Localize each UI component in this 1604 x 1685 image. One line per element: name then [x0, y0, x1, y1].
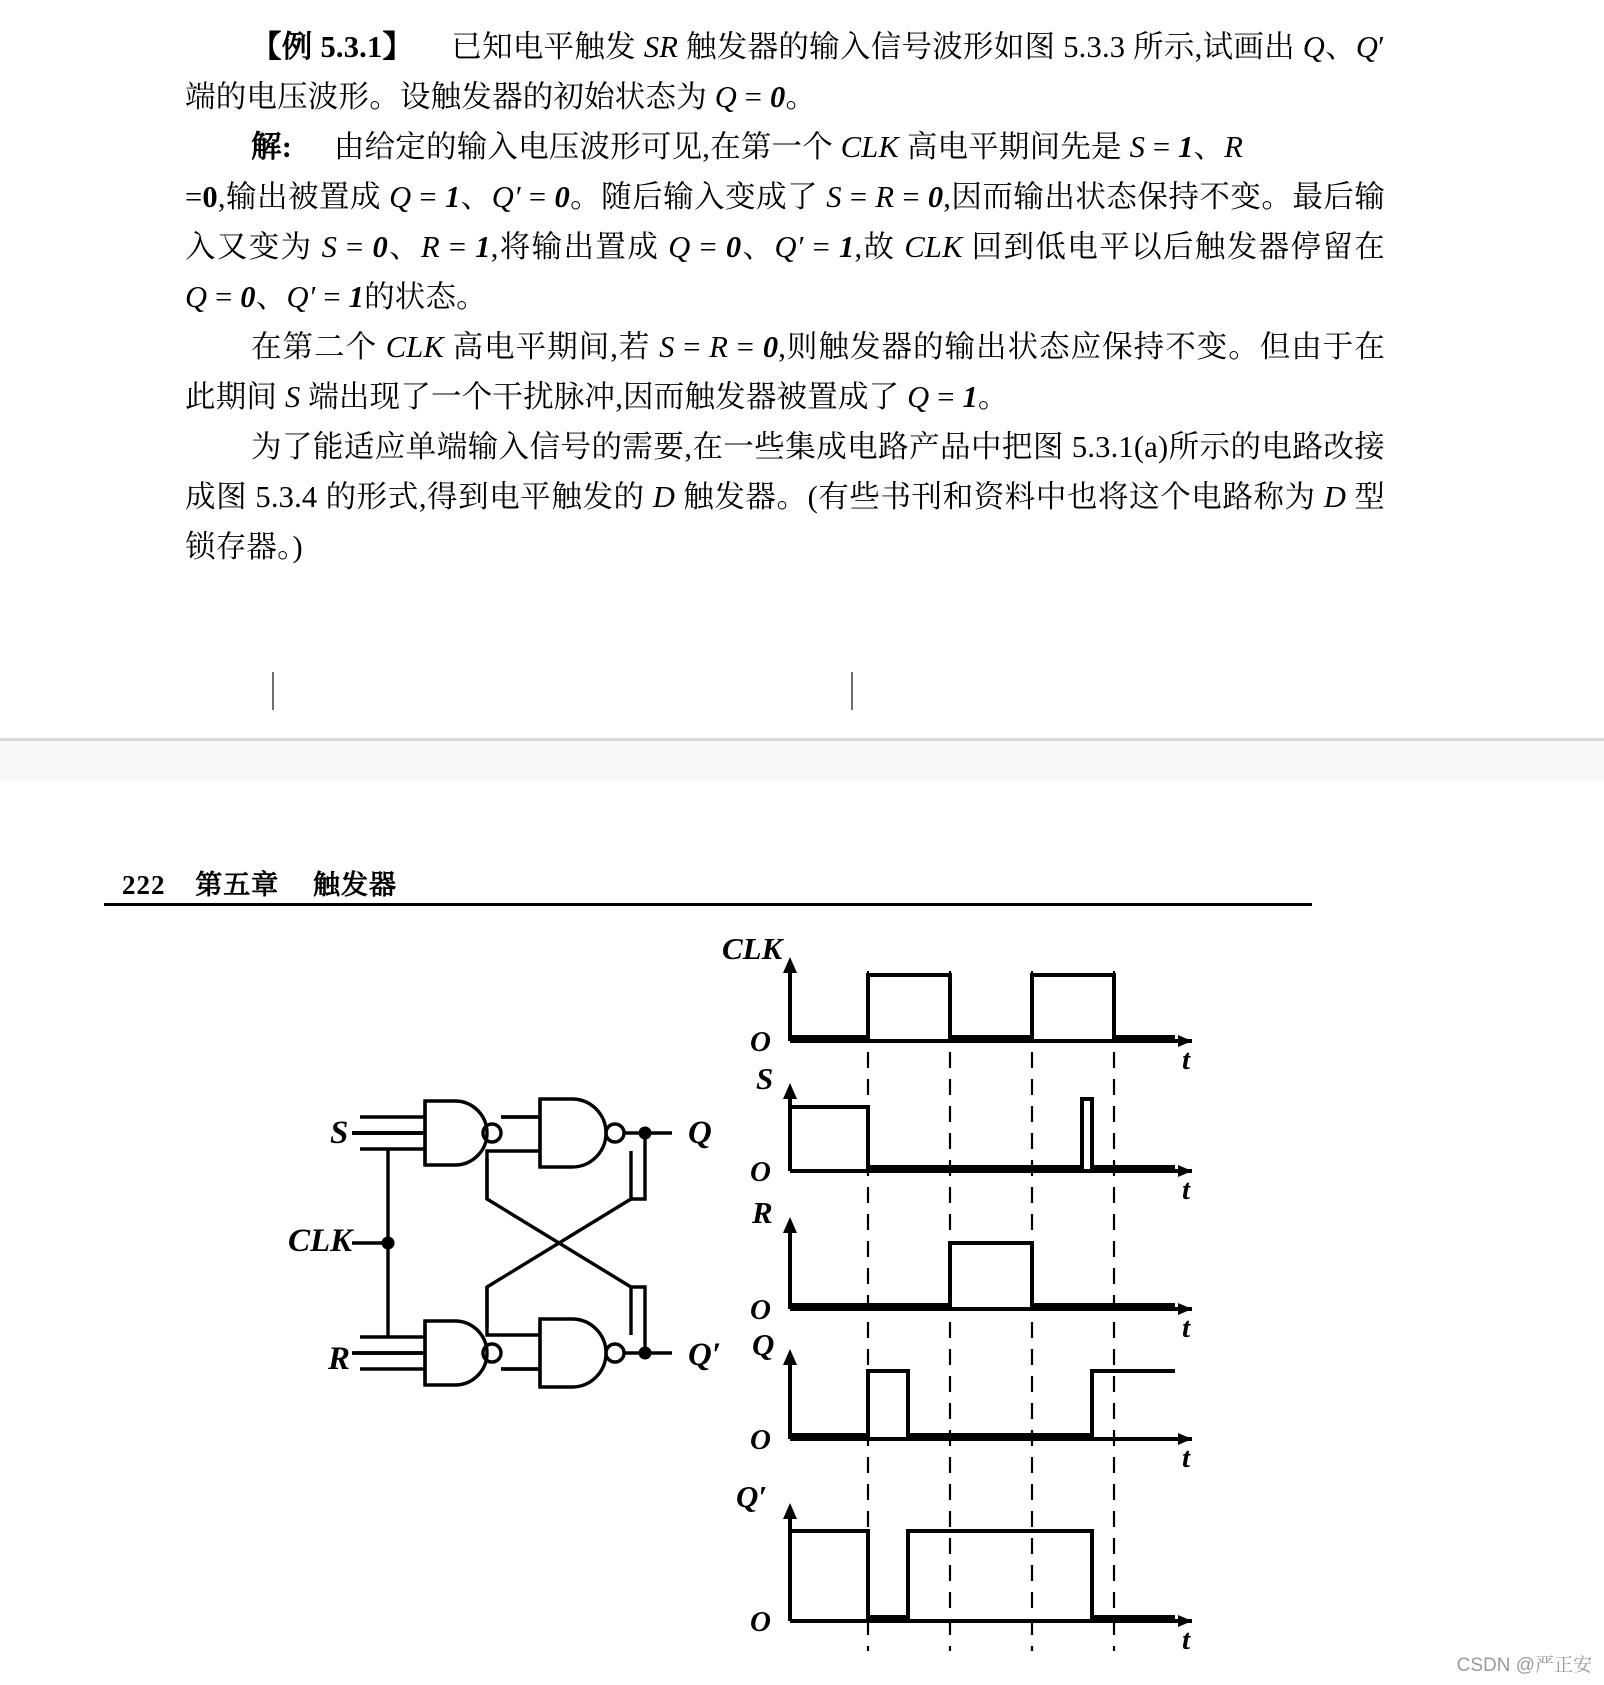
waveform-s [783, 1083, 1192, 1177]
paragraph-solution-2: 在第二个 CLK 高电平期间,若 S = R = 0,则触发器的输出状态应保持不变。但由于在此期间 S 端出现了一个干扰脉冲,因而触发器被置成了 Q = 1。 [185, 330, 1386, 414]
waveform-qbar [783, 1503, 1192, 1627]
s-axis-label-t: t [1182, 1174, 1191, 1206]
qbar-axis-label-t: t [1182, 1624, 1191, 1656]
r-zero-label: O [750, 1294, 771, 1326]
junction-clk [382, 1237, 395, 1250]
q-axis-label-t: t [1182, 1442, 1191, 1474]
body-text [185, 22, 1385, 572]
circuit-output-label-qbar: Q′ [688, 1337, 722, 1373]
tick-mark-left [272, 672, 274, 710]
waveform-label-q: Q [752, 1327, 775, 1362]
header-rule [104, 903, 1312, 906]
page-number: 222 [122, 870, 166, 900]
circuit-diagram [288, 1099, 721, 1387]
clk-axis-label-t: t [1182, 1044, 1191, 1076]
waveform-label-s: S [756, 1061, 774, 1096]
paragraph-example: 【例 5.3.1】 已知电平触发 SR 触发器的输入信号波形如图 5.3.3 所示,试画出 Q、Q′端的电压波形。设触发器的初始状态为 Q = 0。 [185, 30, 1385, 114]
wire-cross-coupling [487, 1133, 631, 1335]
page-gap [0, 741, 1604, 781]
circuit-input-label-r: R [328, 1341, 351, 1377]
chapter-title: 触发器 [313, 870, 397, 900]
solution-label: 解: [251, 130, 293, 164]
document-page-bottom [0, 781, 1604, 1685]
figure-svg [0, 931, 1604, 1671]
q-zero-label: O [750, 1424, 771, 1456]
waveform-q [783, 1349, 1192, 1445]
paragraph-solution-1: 解: 由给定的输入电压波形可见,在第一个 CLK 高电平期间先是 S = 1、R =0,输出被置成 Q = 1、Q′ = 0。随后输入变成了 S = R = 0,因而输出状态保持不变。最后输入又变为 S = 0、R = 1,将输出置成 Q = 0、Q′ = 1,故 CLK 回到低电平以后触发器停留在 Q = 0、Q′ = 1的状态。 [185, 130, 1386, 314]
waveform-clk [783, 957, 1192, 1047]
s-zero-label: O [750, 1156, 771, 1188]
qbar-zero-label: O [750, 1606, 771, 1638]
timing-diagram [722, 931, 1192, 1656]
r-axis-label-t: t [1182, 1312, 1191, 1344]
circuit-output-label-q: Q [688, 1115, 712, 1151]
document-page-top [0, 0, 1604, 740]
figure-5-3-3 [0, 931, 1604, 1671]
running-head [122, 863, 397, 902]
tick-mark-right [851, 672, 853, 710]
waveform-label-clk: CLK [722, 931, 783, 966]
waveform-r [783, 1217, 1192, 1315]
chapter-label: 第五章 [195, 870, 280, 900]
paragraph-solution-3: 为了能适应单端输入信号的需要,在一些集成电路产品中把图 5.3.1(a)所示的电路改接成图 5.3.4 的形式,得到电平触发的 D 触发器。(有些书刊和资料中也将这个电路称为 D 型锁存器。) [185, 430, 1385, 564]
circuit-input-label-s: S [330, 1115, 349, 1151]
clk-zero-label: O [750, 1026, 771, 1058]
example-label: 【例 5.3.1】 [251, 30, 414, 64]
circuit-input-label-clk: CLK [288, 1223, 353, 1259]
nand-gate-4 [501, 1319, 624, 1387]
waveform-label-r: R [752, 1195, 773, 1230]
page-tick-marks [0, 672, 1604, 716]
nand-gate-3 [501, 1099, 624, 1167]
watermark-text: CSDN @严正安 [1456, 1655, 1592, 1676]
waveform-label-qbar: Q′ [736, 1479, 768, 1514]
